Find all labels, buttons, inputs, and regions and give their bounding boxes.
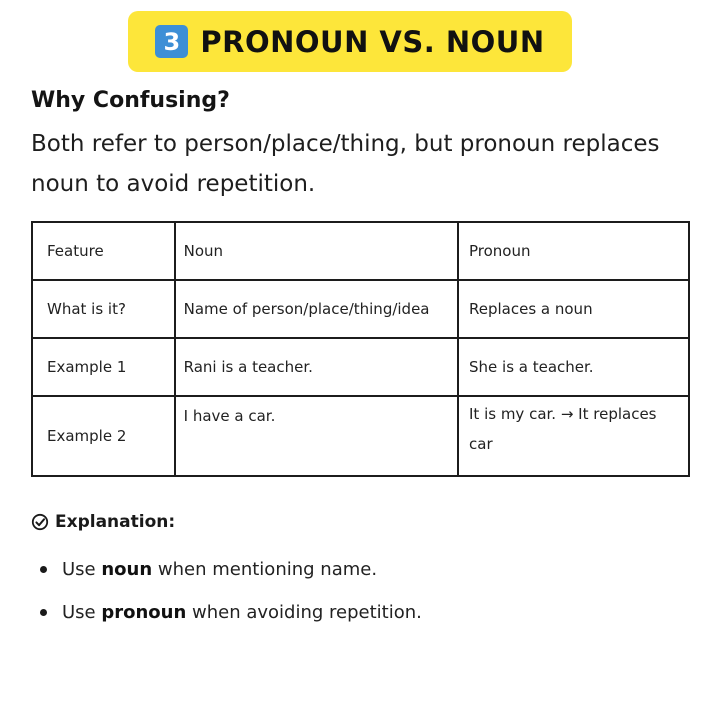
bullet-text-after: when avoiding repetition. [186, 602, 422, 623]
bullet-text-after: when mentioning name. [152, 559, 378, 580]
table-row [32, 396, 689, 476]
explanation-list [40, 548, 422, 634]
table-cell: Example 2 [32, 396, 175, 476]
comparison-table [31, 221, 690, 477]
check-circle-icon [31, 513, 49, 531]
bullet-keyword: noun [101, 559, 153, 580]
table-cell: What is it? [32, 280, 175, 338]
table-cell: Replaces a noun [458, 280, 689, 338]
table-header-cell: Pronoun [458, 222, 689, 280]
table-row [32, 338, 689, 396]
bullet-dot [40, 566, 47, 573]
page-title: PRONOUN VS. NOUN [200, 24, 545, 59]
table-cell: I have a car. [175, 396, 458, 476]
table-header-row [32, 222, 689, 280]
table-cell: Name of person/place/thing/idea [175, 280, 458, 338]
explanation-label: Explanation: [55, 512, 176, 532]
section-number-badge: 3 [155, 25, 188, 58]
table-header-cell: Noun [175, 222, 458, 280]
title-banner [128, 11, 572, 72]
table-row [32, 280, 689, 338]
explanation-heading [31, 512, 175, 532]
table-cell: She is a teacher. [458, 338, 689, 396]
table-cell: Example 1 [32, 338, 175, 396]
table-cell: Rani is a teacher. [175, 338, 458, 396]
bullet-keyword: pronoun [101, 602, 187, 623]
section-heading: Why Confusing? [31, 88, 230, 113]
bullet-text-before: Use [62, 602, 102, 623]
bullet-dot [40, 609, 47, 616]
list-item [40, 591, 422, 634]
bullet-text-before: Use [62, 559, 102, 580]
list-item [40, 548, 422, 591]
intro-paragraph: Both refer to person/place/thing, but pronoun replaces noun to avoid repetition. [31, 131, 660, 197]
table-cell: It is my car. → It replaces car [458, 396, 689, 476]
table-header-cell: Feature [32, 222, 175, 280]
